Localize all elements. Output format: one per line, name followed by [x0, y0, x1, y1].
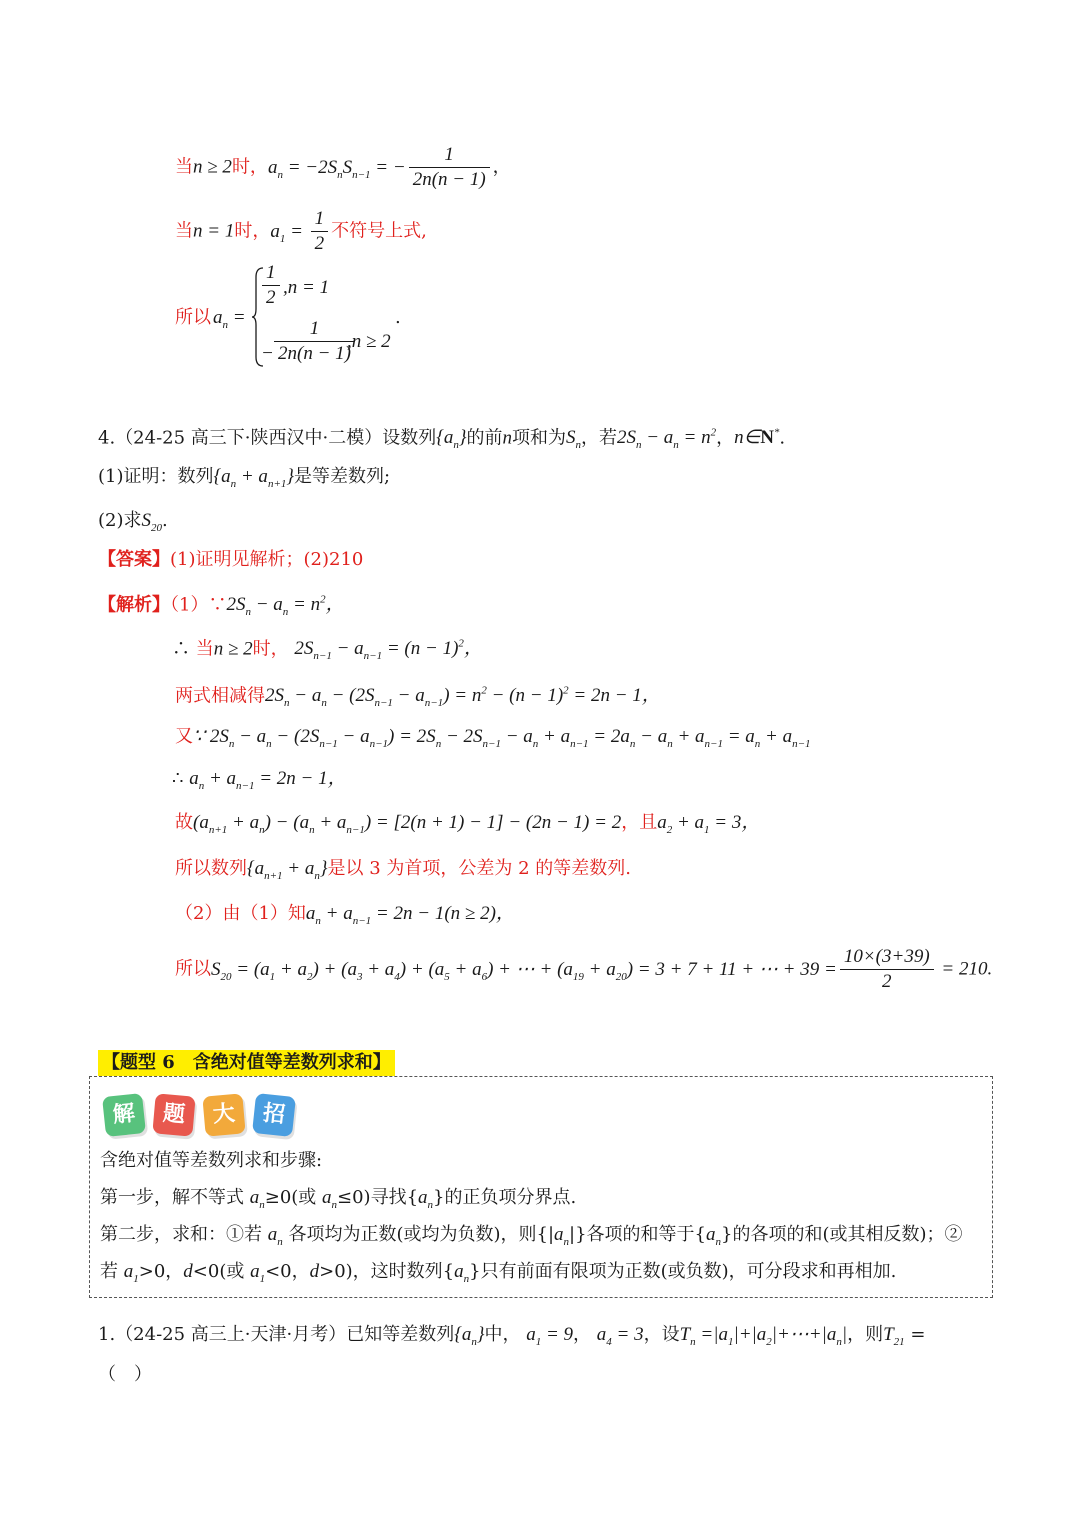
analysis-line-3: 两式相减得$2S_n - a_n - (2S_{n-1} - a_{n-1}) = n^2 - (n - 1)^2 = 2n - 1$，	[175, 685, 661, 710]
analysis-line-2: ∴ 当n ≥ 2时， $2S_{n-1} - a_{n-1} = (n - 1)^2$，	[172, 638, 483, 663]
tile-zhao: 招	[252, 1093, 296, 1137]
tile-ti: 题	[152, 1093, 195, 1136]
solution-line-n-eq-1: 当n = 1时，$a_1$ = $\frac{1}{2}$ 不符号上式,	[175, 208, 427, 254]
problem-1-choice-paren: （ ）	[98, 1364, 152, 1385]
method-box	[89, 1076, 993, 1298]
tile-da: 大	[202, 1093, 245, 1136]
problem-4-question-1: (1)证明：数列$\{a_n + a_{n+1}\}$是等差数列;	[98, 466, 391, 490]
case1-fraction: $\frac{1}{2}$	[262, 261, 280, 310]
section-6-tag: 【题型 6 含绝对值等差数列求和】	[98, 1050, 395, 1076]
fraction: $\frac{1}{2}$	[311, 207, 329, 256]
tile-jie: 解	[102, 1093, 146, 1137]
analysis-line-5: ∴ $a_n + a_{n-1} = 2n - 1$，	[172, 768, 347, 792]
fraction: $\frac{1}{2n(n - 1)}$	[409, 143, 490, 192]
problem-4-analysis-start: 【解析】$(1)\because 2S_n - a_n = n^2$，	[98, 594, 345, 619]
method-line-1: 含绝对值等差数列求和步骤:	[100, 1150, 323, 1171]
problem-4-answer: 【答案】(1)证明见解析；(2)210	[98, 549, 364, 570]
method-line-4: 若 $a_1>0$，d<0(或 $a_1<0$，d>0)，这时数列$\{a_n\}$只有前面有限项为正数(或负数)，可分段求和再相加.	[100, 1261, 897, 1285]
sum-fraction: $\frac{10\times(3+39)}{2}$	[840, 945, 934, 994]
method-line-2: 第一步，解不等式 $a_n\ge 0$(或 $a_n\le 0$)寻找$\{a_n\}$的正负项分界点.	[100, 1187, 577, 1211]
analysis-line-6: 故$(a_{n+1} + a_n) - (a_n + a_{n-1}) = [2(n + 1) - 1] - (2n - 1) = 2$，且$a_2 + a_1 = 3$，	[175, 812, 761, 836]
solution-line-n-ge-2: 当n ≥ 2时，$a_n = -2S_nS_{n-1}$ = − $\frac{1}{2n(n - 1)}$ ，	[175, 144, 511, 190]
problem-1-stem: 1.（24-25 高三上·天津·月考）已知等差数列$\{a_n\}$中， $a_1 = 9$， $a_4 = 3$，设$T_n$ $=|a_1|+|a_2|+\cdots+|a_n|$，则$T_{21}$ =	[98, 1324, 926, 1348]
case2-fraction: $\frac{1}{2n(n - 1)}$	[274, 317, 355, 366]
method-line-3: 第二步，求和：①若 $a_n$ 各项均为正数(或均为负数)，则$\{|a_n|\}$各项的和等于$\{a_n\}$的各项的和(或其相反数)；②	[100, 1224, 963, 1248]
problem-4-stem: 4.（24-25 高三下·陕西汉中·二模）设数列$\{a_n\}$的前n项和为$S_n$，若$2S_n - a_n = n^2$，n∈N*.	[98, 427, 786, 452]
analysis-line-9: 所以$S_{20} = (a_1 + a_2) + (a_3 + a_4) + (a_5 + a_6)$ + ⋯ + $(a_{19} + a_{20}) = 3 + 7 + 11$ + ⋯ + 39 = $\frac{10\times(3+39)}{2}$ = 210.	[175, 946, 993, 992]
analysis-line-4: 又∵ $2S_n - a_n - (2S_{n-1} - a_{n-1}) = 2S_n - 2S_{n-1} - a_n + a_{n-1} = 2a_n - a_n + a_{n-1} = a_n + a_{n-1}$	[175, 726, 811, 750]
analysis-line-7: 所以数列$\{a_{n+1} + a_n\}$是以 3 为首项，公差为 2 的等差数列.	[175, 858, 631, 882]
analysis-line-8: （2）由（1）知$a_n + a_{n-1} = 2n - 1(n \ge 2)$，	[175, 903, 515, 927]
problem-4-question-2: (2)求$S_{20}$.	[98, 510, 168, 534]
